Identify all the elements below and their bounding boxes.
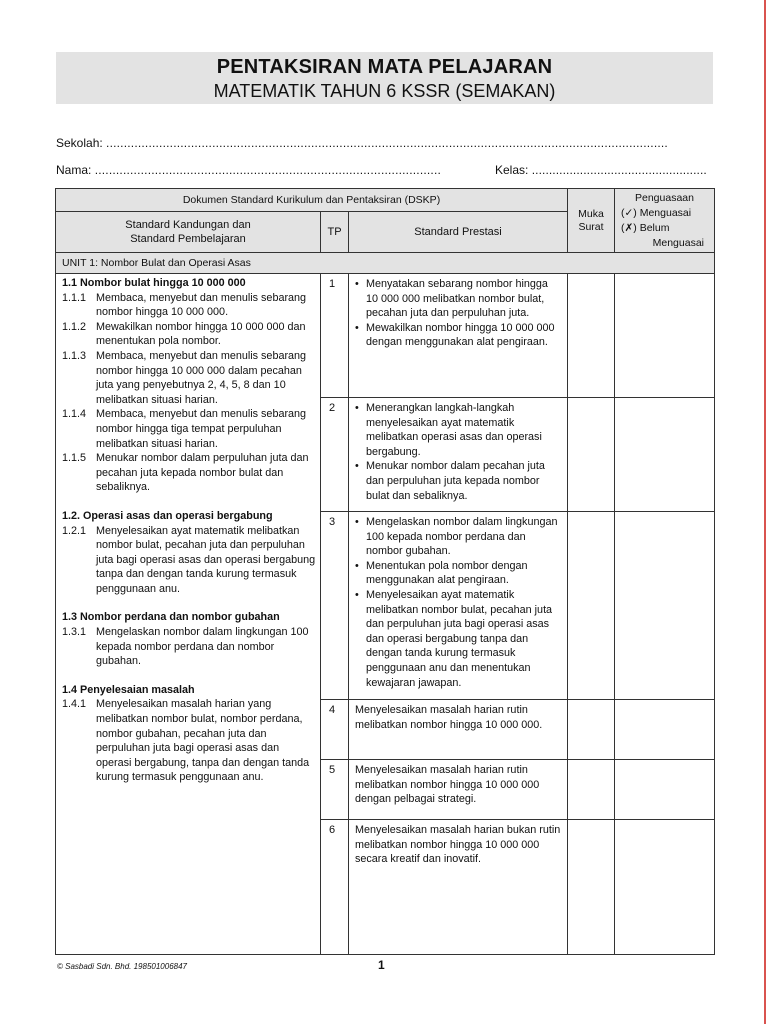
belum-menguasai-label: Menguasai: [652, 237, 704, 249]
belum-label: (✗) Belum: [621, 222, 670, 234]
page-edge-line: [764, 0, 766, 1024]
standard-prestasi-cell: • Mengelaskan nombor dalam lingkungan 100 kepada nombor perdana dan nombor gubahan. • Menentukan pola nombor dengan menggunakan alat pengiraan. • Menyelesaikan ayat matematik melibatkan nombor bulat, pecahan juta dan perpuluhan juta bagi operasi asas dan operasi bergabung tanpa dan dengan tanda kurung termasuk penggunaan anu dan menentukan kewajaran jawapan.: [349, 512, 568, 700]
section-title: 1.2. Operasi asas dan operasi bergabung: [62, 509, 273, 522]
unit-title: UNIT 1: Nombor Bulat dan Operasi Asas: [56, 253, 715, 274]
standard-prestasi-cell: Menyelesaikan masalah harian bukan rutin melibatkan nombor hingga 10 000 000 secara kreatif dan inovatif.: [349, 820, 568, 955]
standard-prestasi-cell: • Menerangkan langkah-langkah menyelesaikan ayat matematik melibatkan operasi asas dan operasi bergabung. • Menukar nombor dalam pecahan juta dan perpuluhan juta kepada nombor bulat dan sebaliknya.: [349, 398, 568, 512]
sekolah-dots: ...............................................................................................................................................................: [106, 136, 668, 150]
menguasai-label: (✓) Menguasai: [621, 207, 692, 219]
title-banner: [56, 52, 713, 104]
kelas-dots: ...................................................: [531, 163, 707, 177]
kelas-field[interactable]: [495, 163, 707, 177]
copyright-footer: © Sasbadi Sdn. Bhd. 198501006847: [57, 962, 187, 971]
standard-prestasi-cell: Menyelesaikan masalah harian rutin melibatkan nombor hingga 10 000 000 dengan pelbagai strategi.: [349, 760, 568, 820]
section-title: 1.3 Nombor perdana dan nombor gubahan: [62, 611, 280, 624]
standard-kandungan-cell: [56, 274, 321, 955]
tp-level: 2: [321, 398, 349, 512]
prestasi-bullet: Menukar nombor dalam pecahan juta dan perpuluhan juta kepada nombor bulat dan sebaliknya.: [366, 460, 545, 502]
list-item: 1.1.3 Membaca, menyebut dan menulis sebarang nombor hingga 10 000 000 dalam pecahan juta yang penyebutnya 2, 4, 5, 8 dan 10 melibatkan situasi harian.: [62, 349, 307, 406]
list-item: 1.3.1 Mengelaskan nombor dalam lingkungan 100 kepada nombor perdana dan nombor gubahan.: [62, 626, 309, 668]
penguasaan-header: [615, 189, 715, 253]
tp-level: 1: [321, 274, 349, 398]
tp-level: 4: [321, 700, 349, 760]
muka-surat-input[interactable]: [568, 274, 615, 398]
standard-prestasi-cell: • Menyatakan sebarang nombor hingga 10 000 000 melibatkan nombor bulat, pecahan juta dan perpuluhan juta. • Mewakilkan nombor hingga 10 000 000 dengan menggunakan alat pengiraan.: [349, 274, 568, 398]
nama-label: Nama:: [56, 163, 92, 177]
muka-surat-input[interactable]: [568, 760, 615, 820]
prestasi-bullet: Mewakilkan nombor hingga 10 000 000 dengan menggunakan alat pengiraan.: [366, 321, 555, 349]
muka-surat-header: [568, 189, 615, 253]
penguasaan-input[interactable]: [615, 700, 715, 760]
sk-header-line2: Standard Pembelajaran: [130, 233, 246, 245]
standard-prestasi-header: Standard Prestasi: [349, 212, 568, 253]
tp-header: TP: [321, 212, 349, 253]
sekolah-field[interactable]: [56, 136, 668, 150]
prestasi-bullet: Menyatakan sebarang nombor hingga 10 000 000 melibatkan nombor bulat, pecahan juta dan perpuluhan juta.: [366, 278, 548, 320]
kelas-label: Kelas:: [495, 163, 529, 177]
muka-surat-input[interactable]: [568, 398, 615, 512]
prestasi-bullet: Menentukan pola nombor dengan menggunakan alat pengiraan.: [366, 559, 528, 587]
page-number: 1: [378, 958, 385, 972]
page-subtitle: MATEMATIK TAHUN 6 KSSR (SEMAKAN): [213, 81, 556, 101]
penguasaan-input[interactable]: [615, 820, 715, 955]
muka-surat-input[interactable]: [568, 820, 615, 955]
list-item: 1.1.5 Menukar nombor dalam perpuluhan juta dan pecahan juta kepada nombor bulat dan sebaliknya.: [62, 452, 309, 494]
list-item: 1.1.2 Mewakilkan nombor hingga 10 000 000 dan menentukan pola nombor.: [62, 320, 306, 348]
muka-surat-input[interactable]: [568, 512, 615, 700]
dskp-table: [55, 188, 715, 955]
dskp-header: Dokumen Standard Kurikulum dan Pentaksiran (DSKP): [56, 189, 568, 212]
list-item: 1.1.1 Membaca, menyebut dan menulis sebarang nombor hingga 10 000 000.: [62, 291, 307, 319]
tp-level: 3: [321, 512, 349, 700]
list-item: 1.2.1 Menyelesaikan ayat matematik melibatkan nombor bulat, pecahan juta dan perpuluhan juta bagi operasi asas dan operasi bergabung tanpa dan dengan tanda kurung termasuk penggunaan anu.: [62, 524, 316, 595]
list-item: 1.1.4 Membaca, menyebut dan menulis sebarang nombor hingga tiga tempat perpuluhan melibatkan situasi harian.: [62, 408, 307, 450]
muka-surat-input[interactable]: [568, 700, 615, 760]
prestasi-bullet: Menerangkan langkah-langkah menyelesaikan ayat matematik melibatkan operasi asas dan operasi bergabung.: [366, 402, 542, 458]
section-title: 1.4 Penyelesaian masalah: [62, 683, 195, 696]
prestasi-bullet: Mengelaskan nombor dalam lingkungan 100 kepada nombor perdana dan nombor gubahan.: [366, 516, 558, 558]
penguasaan-input[interactable]: [615, 760, 715, 820]
tp-level: 6: [321, 820, 349, 955]
surat-label: Surat: [578, 220, 604, 233]
section-title: 1.1 Nombor bulat hingga 10 000 000: [62, 277, 246, 289]
list-item: 1.4.1 Menyelesaikan masalah harian yang melibatkan nombor bulat, nombor perdana, nombor gubahan, pecahan juta dan perpuluhan juta bagi operasi asas dan operasi bergabung, tanpa dan dengan tanda kurung termasuk penggunaan anu.: [62, 698, 310, 784]
sk-header-line1: Standard Kandungan dan: [125, 219, 251, 231]
muka-label: Muka: [578, 207, 604, 220]
nama-dots: ..................................................................................................: [94, 163, 442, 177]
penguasaan-input[interactable]: [615, 512, 715, 700]
penguasaan-input[interactable]: [615, 398, 715, 512]
penguasaan-label: Penguasaan: [635, 192, 694, 204]
prestasi-bullet: Menyelesaikan ayat matematik melibatkan nombor bulat, pecahan juta dan perpuluhan juta bagi operasi asas dan operasi bergabung tanpa dan dengan tanda kurung termasuk penggunaan anu dan menentukan kewajaran jawapan.: [366, 588, 553, 689]
nama-field[interactable]: [56, 163, 441, 177]
page-title: PENTAKSIRAN MATA PELAJARAN: [216, 56, 553, 78]
sekolah-label: Sekolah:: [56, 136, 103, 150]
tp-level: 5: [321, 760, 349, 820]
standard-prestasi-cell: Menyelesaikan masalah harian rutin melibatkan nombor hingga 10 000 000.: [349, 700, 568, 760]
penguasaan-input[interactable]: [615, 274, 715, 398]
sk-sp-header: [56, 212, 321, 253]
